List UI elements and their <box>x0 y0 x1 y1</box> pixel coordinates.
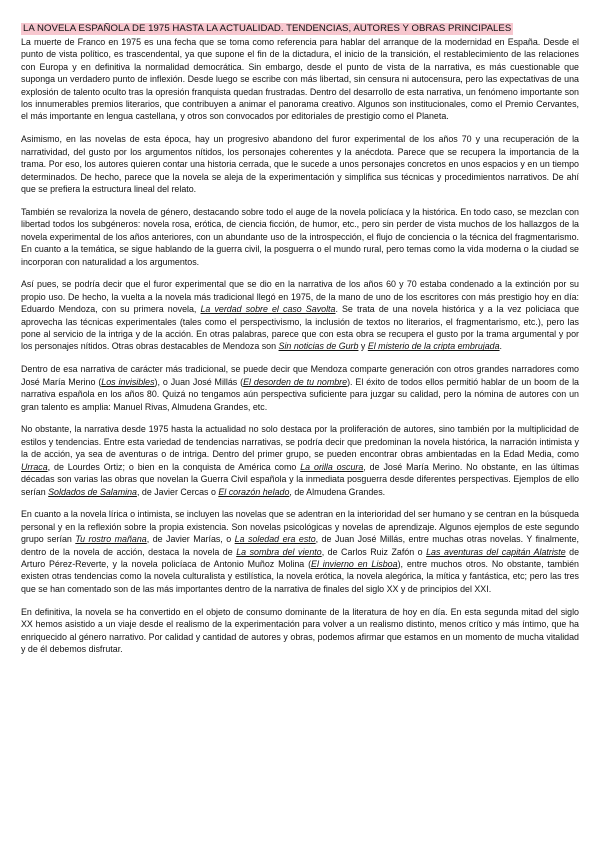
p4-text-b: . Se trata de una novela histórica y a la vez policiaca que aprovecha las técnicas experimentales (tales como el perspectivismo, la inclusión de textos no literarios, el fragmentarismo, etc.), pero las pone al servicio de la intriga y de la acción. En otras palabras, parece que con esta obra se recupera el gusto por la trama argumental y por los personajes nítidos. Otras obras destacables de Mendoza son <box>21 304 579 352</box>
work-title-invierno: El invierno en Lisboa <box>311 559 398 570</box>
p4-text-d: . <box>499 341 503 352</box>
p6-text-b: , de Lourdes Ortiz; o bien en la conquista de América como <box>47 461 301 472</box>
p5-text-a: Dentro de esa narrativa de carácter más tradicional, se puede decir que Mendoza comparte generación con otros grandes narradores como José María Merino ( <box>21 364 579 387</box>
p6-text-a: No obstante, la narrativa desde 1975 hasta la actualidad no solo destaca por la proliferación de autores, sino también por la multiplicidad de estilos y tendencias. Entre esta variedad de tendencias narrativas, se podría decir que predominan la novela histórica, la narración intimista y la de acción, ya sea de aventuras o de intriga. Dentro del primer grupo, se pueden encontrar obras ambientadas en la Edad Media, como <box>21 424 579 460</box>
p7-text-d: , de Carlos Ruiz Zafón o <box>321 546 427 557</box>
p5-text-c: ). El éxito de todos ellos permitió hablar de un boom de la narrativa española en los años 80. Quizá no tengamos aún perspectiva suficiente para juzgar su calidad, pero la nómina de autores con un gran talento es amplia: Manuel Rivas, Almudena Grandes, etc. <box>21 376 579 412</box>
paragraph-7 <box>21 508 579 595</box>
paragraph-6 <box>21 423 579 497</box>
p7-text-c: , de Juan José Millás, entre muchas otras novelas. Y finalmente, dentro de la novela de acción, destaca la novela de <box>21 534 580 557</box>
work-title-savolta: La verdad sobre el caso Savolta <box>200 304 336 315</box>
p4-text-c: y <box>358 341 368 352</box>
work-title-orilla: La orilla oscura <box>300 461 364 472</box>
p6-text-d: , de Javier Cercas o <box>136 486 219 497</box>
p6-text-e: , de Almudena Grandes. <box>289 486 386 497</box>
work-title-gurb: Sin noticias de Gurb <box>278 341 359 352</box>
work-title-soledad: La soledad era esto <box>234 534 316 545</box>
work-title-alatriste: Las aventuras del capitán Alatriste <box>426 546 566 557</box>
paragraph-2: Asimismo, en las novelas de esta época, hay un progresivo abandono del furor experimental de los años 70 y una recuperación de la narratividad, del gusto por los argumentos nítidos, los personajes coherentes y la anécdota. Parece que se recupera la importancia de la trama. Por eso, los autores quieren contar una historia cerrada, que le sucede a unos personajes concretos en unos espacios y en un tiempo determinados. De hecho, parece que la novela se aleja de la experimentación y simplifica sus técnicas y procedimientos narrativos. De ahí que se prefiera la estructura lineal del relato. <box>21 134 579 194</box>
work-title-invisibles: Los invisibles <box>101 376 155 387</box>
work-title-salamina: Soldados de Salamina <box>48 486 137 497</box>
p6-text-c: , de José María Merino. No obstante, en las últimas décadas son varias las obras que novelan la Guerra Civil española y la inmediata posguerra desde diferentes perspectivas. Ejemplos de ello serían <box>21 461 579 497</box>
paragraph-3: También se revaloriza la novela de género, destacando sobre todo el auge de la novela policíaca y la histórica. En todo caso, se mezclan con libertad todos los subgéneros: novela rosa, erótica, de ciencia ficción, de humor, etc., pero sin perder de vista muchos de los hallazgos de la novela experimental de los años anteriores, con un abundante uso de la introspección, el flujo de conciencia o la técnica del fragmentarismo. En cuanto a la temática, se sigue hablando de la guerra civil, la posguerra o el mundo rural, pero temas como la vida moderna o la ciudad se incorporan con naturalidad a los argumentos. <box>21 206 579 267</box>
paragraph-4 <box>21 278 579 352</box>
p7-text-a: En cuanto a la novela lírica o intimista, se incluyen las novelas que se adentran en la interioridad del ser humano y se centran en la búsqueda personal y en la reflexión sobre la propia existencia. Son novelas psicológicas y novelas de aprendizaje. Algunos ejemplos de este segundo grupo serían <box>21 509 579 545</box>
work-title-urraca: Urraca <box>21 461 48 472</box>
work-title-corazon: El corazón helado <box>218 486 290 497</box>
p7-text-e: de Arturo Pérez-Reverte, y la novela policíaca de Antonio Muñoz Molina ( <box>21 546 580 570</box>
p7-text-b: , de Javier Marías, o <box>146 534 235 545</box>
p7-text-f: ), entre muchos otros. No obstante, también existen otras tendencias como la novela culturalista y estilística, la novela erótica, la novela alegórica, la mítica y fantástica, etc; pero las tres que se han comentado son de las más importantes dentro de la narrativa de finales del siglo XX y de principios del XXI. <box>21 559 579 594</box>
p5-text-b: ), o Juan José Millás ( <box>154 376 244 387</box>
work-title-rostro: Tu rostro mañana <box>75 534 147 545</box>
work-title-sombra: La sombra del viento <box>236 546 322 557</box>
paragraph-8: En definitiva, la novela se ha convertido en el objeto de consumo dominante de la literatura de hoy en día. En esta segunda mitad del siglo XX hemos asistido a un viaje desde el realismo de la experimentación para volver a un realismo distinto, menos crítico y más íntimo, que ha enriquecido al género narrativo. Por calidad y cantidad de autores y obras, podemos afirmar que estamos en un momento de mucha vitalidad y de él debemos disfrutar. <box>21 606 579 654</box>
work-title-cripta: El misterio de la cripta embrujada <box>367 341 500 352</box>
work-title-desorden: El desorden de tu nombre <box>243 376 348 387</box>
p4-text-a: Así pues, se podría decir que el furor experimental que se dio en la narrativa de los años 60 y 70 estaba condenado a la extinción por su propio uso. De hecho, la vuelta a la novela más tradicional llegó en 1975, de la mano de uno de los escritores con más prestigio hoy en día: Eduardo Mendoza, con su primera novela, <box>21 279 579 315</box>
paragraph-1: La muerte de Franco en 1975 es una fecha que se toma como referencia para hablar del arranque de la modernidad en España. Desde el punto de vista político, es trascendental, ya que supone el fin de la dictadura, el inicio de la transición, el restablecimiento de las relaciones con Europa y en definitiva la normalidad democrática. Sin embargo, desde el punto de vista de la narrativa, es más cuestionable que suponga un verdadero punto de inflexión. Desde luego se escribe con más libertad, sin censura ni autocensura, pero las expectativas de una explosión de talento oculto tras la opresión franquista quedan frustradas. Dentro del desarrollo de esta narrativa, un fenómeno importante son los innumerables premios literarios, que contribuyen a animar el panorama creativo. Algunos son institucionales, como el Premio Cervantes, el más importante en lengua castellana, y otros son convocados por editoriales de prestigio como el Planeta. <box>21 37 579 122</box>
paragraph-5 <box>21 363 579 413</box>
document-title: LA NOVELA ESPAÑOLA DE 1975 HASTA LA ACTUALIDAD. TENDENCIAS, AUTORES Y OBRAS PRINCIPALES <box>23 23 512 34</box>
